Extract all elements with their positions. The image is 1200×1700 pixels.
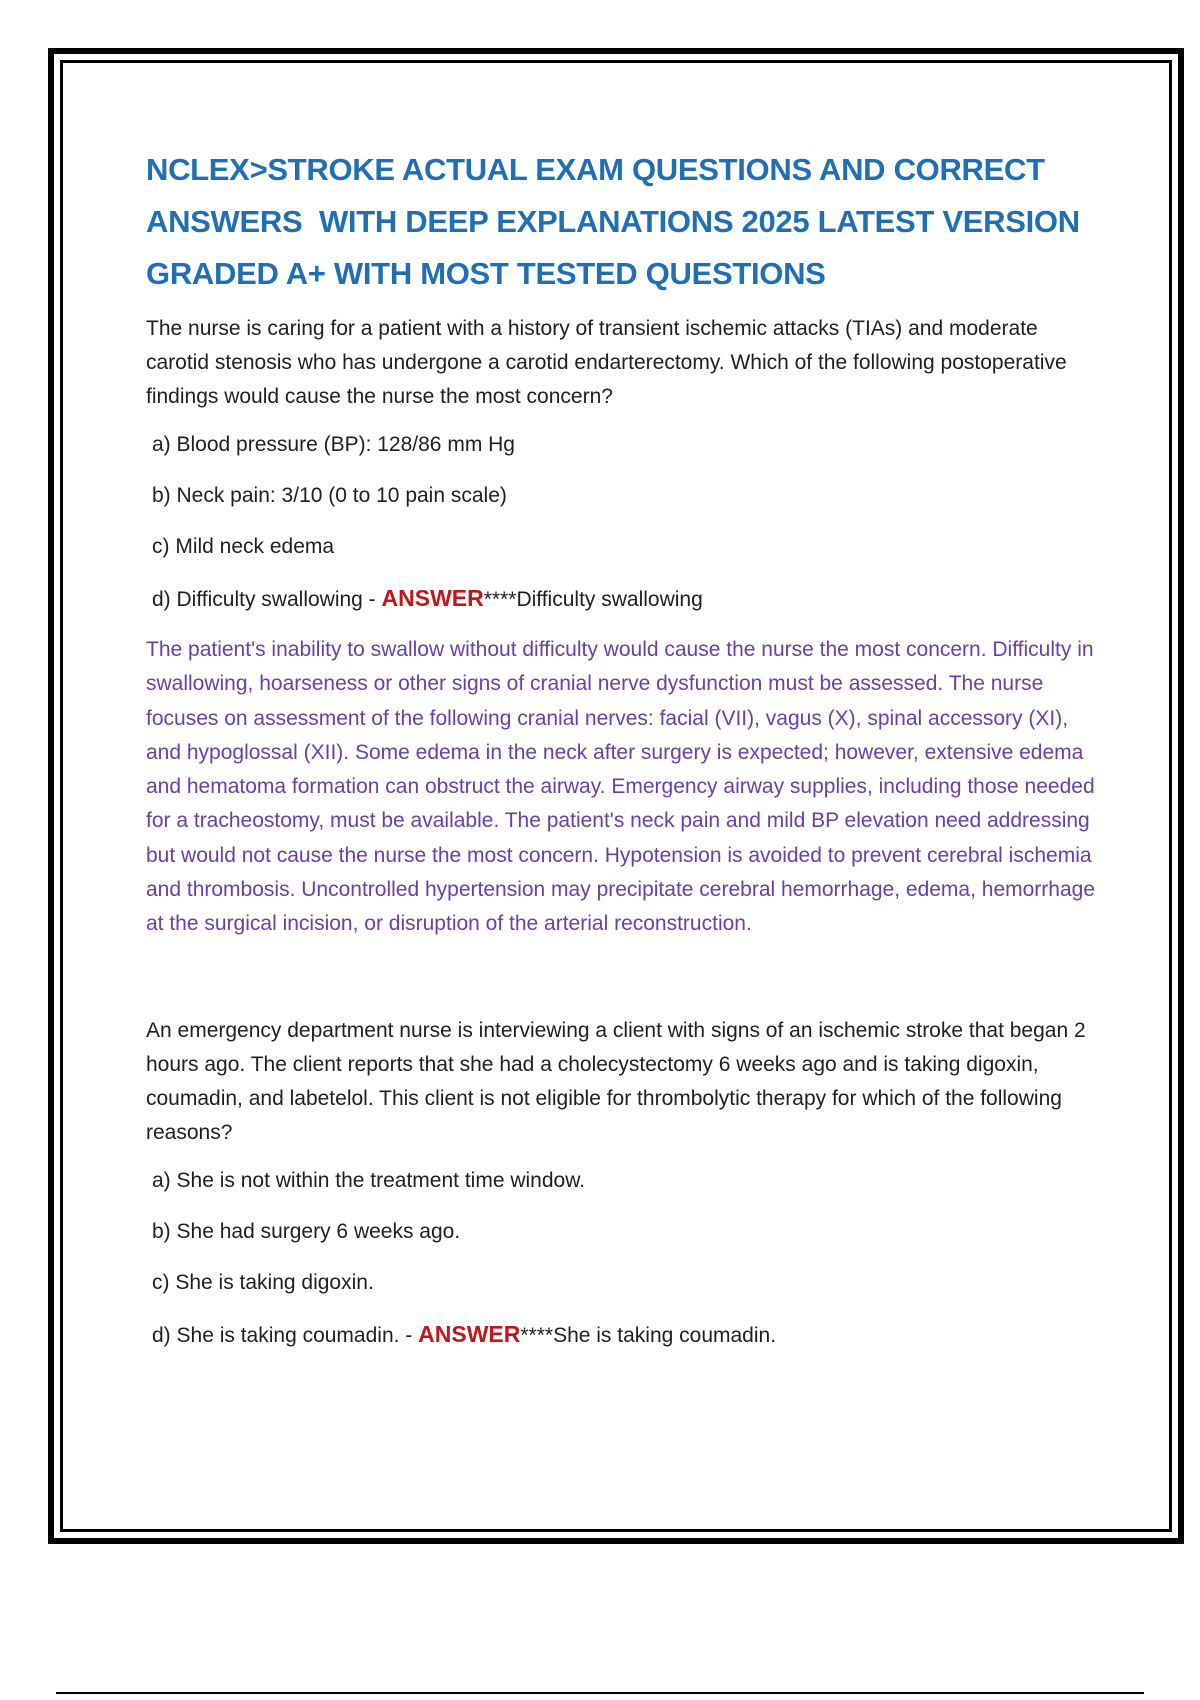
question-1-option-b: b) Neck pain: 3/10 (0 to 10 pain scale) [152, 484, 507, 507]
question-1-option-a: a) Blood pressure (BP): 128/86 mm Hg [152, 433, 515, 456]
question-2-option-d [152, 1317, 1106, 1353]
question-1-answer-text: ****Difficulty swallowing [483, 588, 703, 611]
question-2-option-c: c) She is taking digoxin. [152, 1270, 374, 1294]
document-body [146, 144, 1106, 1353]
title-line-2: ANSWERS WITH DEEP EXPLANATIONS 2025 LATEST VERSION [146, 204, 1080, 239]
question-2-option-a: a) She is not within the treatment time window. [152, 1168, 586, 1192]
question-1-options [146, 428, 1106, 617]
question-2-option-b: b) She had surgery 6 weeks ago. [152, 1219, 461, 1243]
question-2-options [146, 1164, 1106, 1353]
question-2-answer-text: ****She is taking coumadin. [520, 1323, 777, 1347]
question-1-option-c: c) Mild neck edema [152, 535, 335, 558]
title-line-1: NCLEX>STROKE ACTUAL EXAM QUESTIONS AND CORRECT [146, 152, 1045, 187]
question-1-stem: The nurse is caring for a patient with a history of transient ischemic attacks (TIAs) and moderate carotid stenosis who has undergone a carotid endarterectomy. Which of the following postoperative findings would cause the nurse the most concern? [146, 317, 1067, 408]
question-2-answer-label: ANSWER [418, 1320, 521, 1347]
page-bottom-rule [56, 1692, 1144, 1694]
question-2-option-d-text: d) She is taking coumadin. - [152, 1323, 419, 1347]
title-line-3: GRADED A+ WITH MOST TESTED QUESTIONS [146, 256, 826, 291]
question-1-option-d-text: d) Difficulty swallowing - [152, 588, 382, 611]
document-title [146, 144, 1106, 300]
question-1-answer-label: ANSWER [381, 585, 484, 611]
question-1-explanation: The patient's inability to swallow without difficulty would cause the nurse the most concern. Difficulty in swallowing, hoarseness or other signs of cranial nerve dysfunction must be assessed. The nurse focuses on assessment of the following cranial nerves: facial (VII), vagus (X), spinal accessory (XI), and hypoglossal (XII). Some edema in the neck after surgery is expected; however, extensive edema and hematoma formation can obstruct the airway. Emergency airway supplies, including those needed for a tracheostomy, must be available. The patient's neck pain and mild BP elevation need addressing but would not cause the nurse the most concern. Hypotension is avoided to prevent cerebral ischemia and thrombosis. Uncontrolled hypertension may precipitate cerebral hemorrhage, edema, hemorrhage at the surgical incision, or disruption of the arterial reconstruction. [146, 638, 1096, 936]
question-1-option-d [152, 581, 1106, 617]
question-2-stem: An emergency department nurse is interviewing a client with signs of an ischemic stroke that began 2 hours ago. The client reports that she had a cholecystectomy 6 weeks ago and is taking digoxin, coumadin, and labetelol. This client is not eligible for thrombolytic therapy for which of the following reasons? [146, 1018, 1086, 1144]
